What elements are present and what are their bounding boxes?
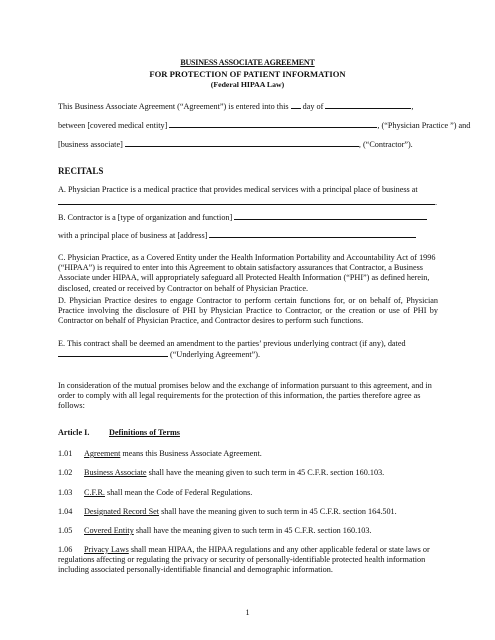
underlying-date-blank[interactable] [58, 349, 168, 357]
business-associate-blank[interactable] [125, 139, 359, 147]
intro-line-1: This Business Associate Agreement (“Agreement”) is entered into this day of , [58, 102, 414, 111]
covered-entity-blank[interactable] [169, 120, 377, 128]
page-number: 1 [245, 608, 250, 617]
date-month-blank[interactable] [325, 101, 411, 109]
practice-address-blank[interactable] [58, 197, 435, 205]
contractor-address-blank[interactable] [209, 230, 416, 238]
recitals-heading: RECITALS [58, 166, 104, 176]
date-day-blank[interactable] [291, 101, 301, 109]
consideration-paragraph: In consideration of the mutual promises below and the exchange of information pursuant to this agreement, and in order to comply with all legal requirements for the protection of this information, the parties therefore agree as follows: [58, 381, 432, 411]
recital-d: D. Physician Practice desires to engage Contractor to perform certain functions for, or on behalf of, Physician Practice involving the disclosure of PHI by Physician Practice to Contractor, or the creation or use of PHI by Contractor on behalf of Physician Practice, and Contractor desires to perform such functions. [58, 296, 438, 326]
definition-item: 1.03 C.F.R. shall mean the Code of Federal Regulations. [58, 488, 253, 497]
document-law-label: (Federal HIPAA Law) [210, 80, 285, 89]
definition-item: 1.02 Business Associate shall have the meaning given to such term in 45 C.F.R. section 160.103. [58, 468, 385, 477]
article-heading: Article I. Definitions of Terms [58, 428, 180, 437]
document-subtitle: FOR PROTECTION OF PATIENT INFORMATION [149, 69, 346, 79]
intro-line-3: [business associate] , (“Contractor”). [58, 140, 413, 149]
document-title: BUSINESS ASSOCIATE AGREEMENT [180, 58, 315, 67]
recital-b-line-2: with a principal place of business at [address] [58, 230, 416, 241]
recital-b-line-1: B. Contractor is a [type of organization and function] [58, 212, 427, 223]
recital-c: C. Physician Practice, as a Covered Entity under the Health Information Portability and Accountability Act of 1996 (“HIPAA”) is required to enter into this Agreement to obtain satisfactory assurances that Contractor, a Business Associate under HIPAA, will appropriately safeguard all Protected Health Information (“PHI”) as defined herein, disclosed, created or received by Contractor on behalf of Physician Practice. [58, 253, 436, 293]
recital-a: A. Physician Practice is a medical practice that provides medical services with a principal place of business at [58, 185, 418, 194]
definition-item: 1.05 Covered Entity shall have the meaning given to such term in 45 C.F.R. section 160.103. [58, 526, 372, 535]
definition-item: 1.01 Agreement means this Business Associate Agreement. [58, 449, 262, 458]
definition-item: 1.06 Privacy Laws shall mean HIPAA, the HIPAA regulations and any other applicable federal or state laws or regulations affecting or regulating the privacy or security of personally-identifiable protected health information including associated personally-identifiable financial and demographic information. [58, 545, 430, 575]
recital-a-line: . [58, 197, 437, 208]
recital-e: E. This contract shall be deemed an amendment to the parties’ previous underlying contract (if any), dated (“Underlying Agreement”). [58, 339, 406, 360]
definition-item: 1.04 Designated Record Set shall have the meaning given to such term in 45 C.F.R. section 164.501. [58, 507, 397, 516]
intro-line-2: between [covered medical entity] , (“Physician Practice ”) and [58, 121, 471, 130]
contractor-type-blank[interactable] [234, 212, 427, 220]
